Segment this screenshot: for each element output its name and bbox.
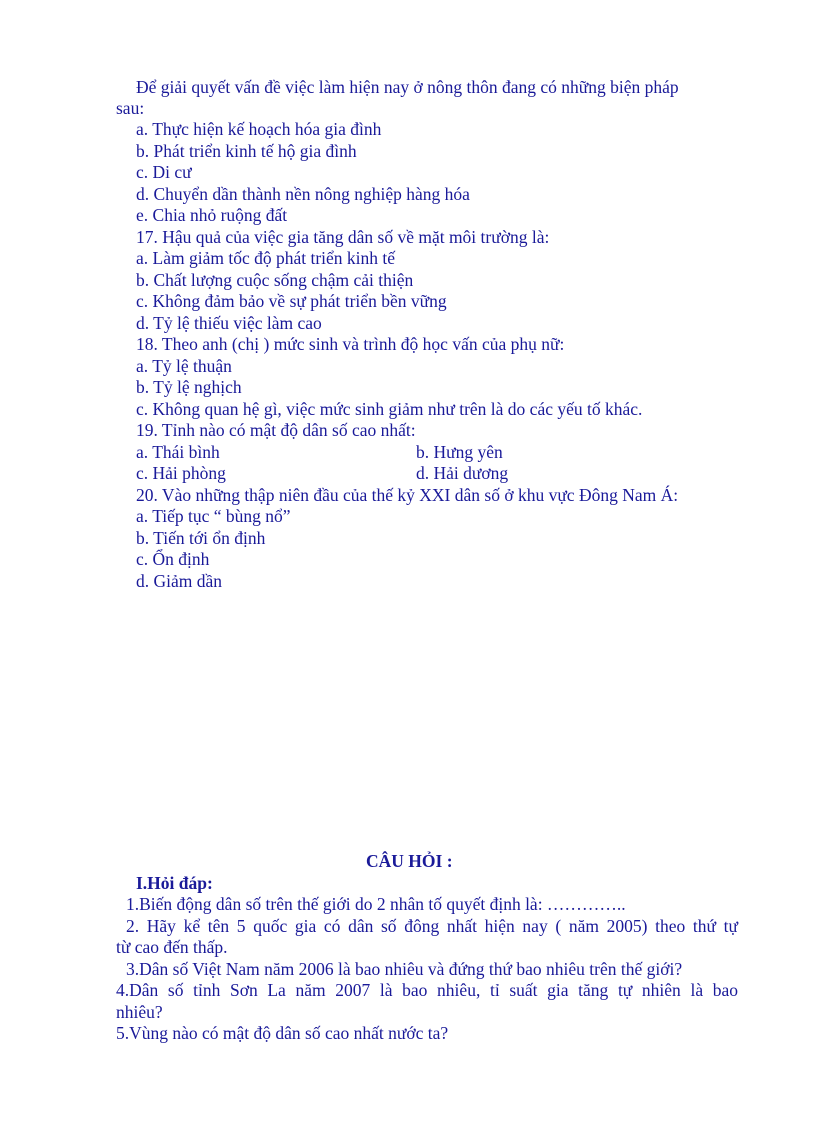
q20-question: 20. Vào những thập niên đầu của thế kỷ XXI dân số ở khu vực Đông Nam Á: bbox=[136, 485, 679, 505]
intro-line-2: sau: bbox=[116, 98, 145, 118]
question-3: 3.Dân số Việt Nam năm 2006 là bao nhiêu và đứng thứ bao nhiêu trên thế giới? bbox=[126, 959, 683, 979]
q19-option-c: c. Hải phòng bbox=[136, 463, 226, 483]
q18-option-c: c. Không quan hệ gì, việc mức sinh giảm như trên là do các yếu tố khác. bbox=[136, 399, 643, 419]
q19-option-b: b. Hưng yên bbox=[416, 442, 503, 462]
section-heading: CÂU HỎI : bbox=[366, 851, 453, 871]
q17-option-c: c. Không đảm bảo về sự phát triển bền vững bbox=[136, 291, 447, 311]
q17-option-d: d. Tỷ lệ thiếu việc làm cao bbox=[136, 313, 322, 333]
intro-option-d: d. Chuyển dần thành nền nông nghiệp hàng hóa bbox=[136, 184, 470, 204]
question-4-line-2: nhiêu? bbox=[116, 1002, 163, 1022]
question-5: 5.Vùng nào có mật độ dân số cao nhất nước ta? bbox=[116, 1023, 449, 1043]
q17-question: 17. Hậu quả của việc gia tăng dân số về mặt môi trường là: bbox=[136, 227, 550, 247]
q18-question: 18. Theo anh (chị ) mức sinh và trình độ học vấn của phụ nữ: bbox=[136, 334, 565, 354]
q18-option-a: a. Tỷ lệ thuận bbox=[136, 356, 232, 376]
intro-option-a: a. Thực hiện kế hoạch hóa gia đình bbox=[136, 119, 382, 139]
intro-line-1: Để giải quyết vấn đề việc làm hiện nay ở nông thôn đang có những biện pháp bbox=[136, 77, 679, 97]
intro-option-e: e. Chia nhỏ ruộng đất bbox=[136, 205, 288, 225]
intro-option-b: b. Phát triển kinh tế hộ gia đình bbox=[136, 141, 357, 161]
q20-option-c: c. Ổn định bbox=[136, 549, 210, 569]
section-subheading: I.Hỏi đáp: bbox=[136, 873, 213, 893]
q18-option-b: b. Tỷ lệ nghịch bbox=[136, 377, 242, 397]
question-4-line-1: 4.Dân số tỉnh Sơn La năm 2007 là bao nhiêu, tỉ suất gia tăng tự nhiên là bao bbox=[116, 980, 738, 1000]
q20-option-d: d. Giảm dần bbox=[136, 571, 223, 591]
intro-option-c: c. Di cư bbox=[136, 162, 192, 182]
question-2-line-1: 2. Hãy kể tên 5 quốc gia có dân số đông nhất hiện nay ( năm 2005) theo thứ tự bbox=[126, 916, 738, 936]
question-1: 1.Biến động dân số trên thế giới do 2 nhân tố quyết định là: ………….. bbox=[126, 894, 626, 914]
q20-option-b: b. Tiến tới ổn định bbox=[136, 528, 266, 548]
q19-option-a: a. Thái bình bbox=[136, 442, 220, 462]
question-2-line-2: từ cao đến thấp. bbox=[116, 937, 228, 957]
q19-option-d: d. Hải dương bbox=[416, 463, 509, 483]
q20-option-a: a. Tiếp tục “ bùng nổ” bbox=[136, 506, 291, 526]
q17-option-b: b. Chất lượng cuộc sống chậm cải thiện bbox=[136, 270, 414, 290]
q17-option-a: a. Làm giảm tốc độ phát triển kinh tế bbox=[136, 248, 396, 268]
q19-question: 19. Tỉnh nào có mật độ dân số cao nhất: bbox=[136, 420, 416, 440]
